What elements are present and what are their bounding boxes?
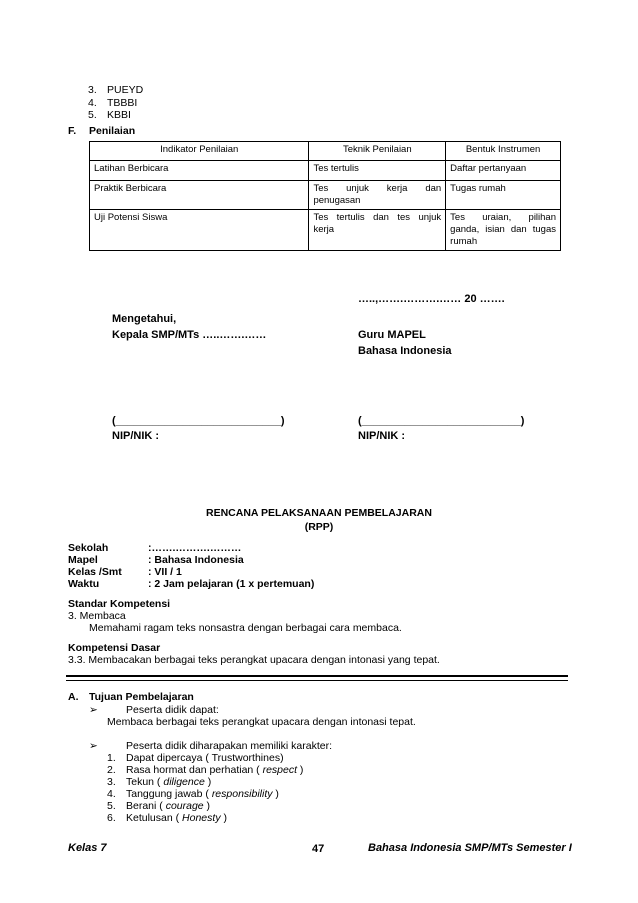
list-item: 4. TBBBI xyxy=(88,96,138,109)
trait-item: 5. Berani ( courage ) xyxy=(107,800,211,812)
teacher-nip: NIP/NIK : xyxy=(358,430,406,442)
table-cell: Latihan Berbicara xyxy=(90,161,309,181)
divider xyxy=(66,675,568,677)
kompetensi-heading: Kompetensi Dasar xyxy=(68,642,161,654)
footer-subject: Bahasa Indonesia SMP/MTs Semester I xyxy=(368,842,572,854)
trait-item: 1. Dapat dipercaya ( Trustworthines) xyxy=(107,752,284,764)
divider xyxy=(66,680,568,681)
rpp-title: RENCANA PELAKSANAAN PEMBELAJARAN xyxy=(206,507,432,519)
table-cell: Tes uraian, pilihan ganda, isian dan tugas rumah xyxy=(446,210,561,251)
tujuan-bullet-1: Peserta didik dapat: xyxy=(126,704,219,716)
identity-value: :…….……….……… xyxy=(148,542,242,554)
principal-signature-line: (___________________________) xyxy=(112,415,285,427)
principal-label: Kepala SMP/MTs …..…….…… xyxy=(112,329,267,341)
trait-item: 6. Ketulusan ( Honesty ) xyxy=(107,812,227,824)
trait-item: 2. Rasa hormat dan perhatian ( respect ) xyxy=(107,764,304,776)
identity-label: Waktu xyxy=(68,578,100,590)
identity-label: Sekolah xyxy=(68,542,109,554)
table-cell: Daftar pertanyaan xyxy=(446,161,561,181)
acknowledged-label: Mengetahui, xyxy=(112,313,177,325)
rpp-subtitle: (RPP) xyxy=(304,521,334,533)
standar-desc: Memahami ragam teks nonsastra dengan berbagai cara membaca. xyxy=(89,622,402,634)
standar-item: 3. Membaca xyxy=(68,610,126,622)
reference-list xyxy=(88,84,143,122)
identity-value: : Bahasa Indonesia xyxy=(148,554,244,566)
table-cell: Tugas rumah xyxy=(446,181,561,210)
identity-value: : 2 Jam pelajaran (1 x pertemuan) xyxy=(148,578,315,590)
section-f-letter: F. xyxy=(68,125,77,137)
table-cell: Tes unjuk kerja dan penugasan xyxy=(309,181,446,210)
subject-label: Bahasa Indonesia xyxy=(358,345,452,357)
identity-label: Kelas /Smt xyxy=(68,566,122,578)
teacher-signature-line: (__________________________) xyxy=(358,415,525,427)
assessment-table xyxy=(89,141,561,251)
tujuan-bullet-2: Peserta didik diharapakan memiliki karakter: xyxy=(126,740,333,752)
table-row xyxy=(90,161,561,181)
tujuan-letter: A. xyxy=(68,691,79,703)
standar-heading: Standar Kompetensi xyxy=(68,598,171,610)
table-cell: Tes tertulis dan tes unjuk kerja xyxy=(309,210,446,251)
principal-nip: NIP/NIK : xyxy=(112,430,160,442)
identity-value: : VII / 1 xyxy=(148,566,182,578)
table-cell: Uji Potensi Siswa xyxy=(90,210,309,251)
tujuan-heading: Tujuan Pembelajaran xyxy=(89,691,194,703)
teacher-label: Guru MAPEL xyxy=(358,329,426,341)
trait-item: 4. Tanggung jawab ( responsibility ) xyxy=(107,788,279,800)
tujuan-bullet-1-desc: Membaca berbagai teks perangkat upacara dengan intonasi tepat. xyxy=(107,716,416,728)
bullet-arrow-icon: ➢ xyxy=(89,740,98,752)
col-header: Bentuk Instrumen xyxy=(446,142,561,161)
list-item: 3. PUEYD xyxy=(88,84,144,96)
table-row xyxy=(90,210,561,251)
col-header: Indikator Penilaian xyxy=(90,142,309,161)
list-item: 5. KBBI xyxy=(88,109,131,121)
date-line: …..,…….……….…… 20 ……. xyxy=(358,293,505,305)
section-f-title: Penilaian xyxy=(89,125,136,137)
table-row xyxy=(90,181,561,210)
table-header-row xyxy=(90,142,561,161)
col-header: Teknik Penilaian xyxy=(309,142,446,161)
identity-label: Mapel xyxy=(68,554,98,566)
table-cell: Praktik Berbicara xyxy=(90,181,309,210)
trait-item: 3. Tekun ( diligence ) xyxy=(107,776,212,788)
footer-class: Kelas 7 xyxy=(68,842,107,854)
kompetensi-text: 3.3. Membacakan berbagai teks perangkat upacara dengan intonasi yang tepat. xyxy=(68,654,440,666)
bullet-arrow-icon: ➢ xyxy=(89,704,98,716)
page-number: 47 xyxy=(312,843,325,855)
table-cell: Tes tertulis xyxy=(309,161,446,181)
